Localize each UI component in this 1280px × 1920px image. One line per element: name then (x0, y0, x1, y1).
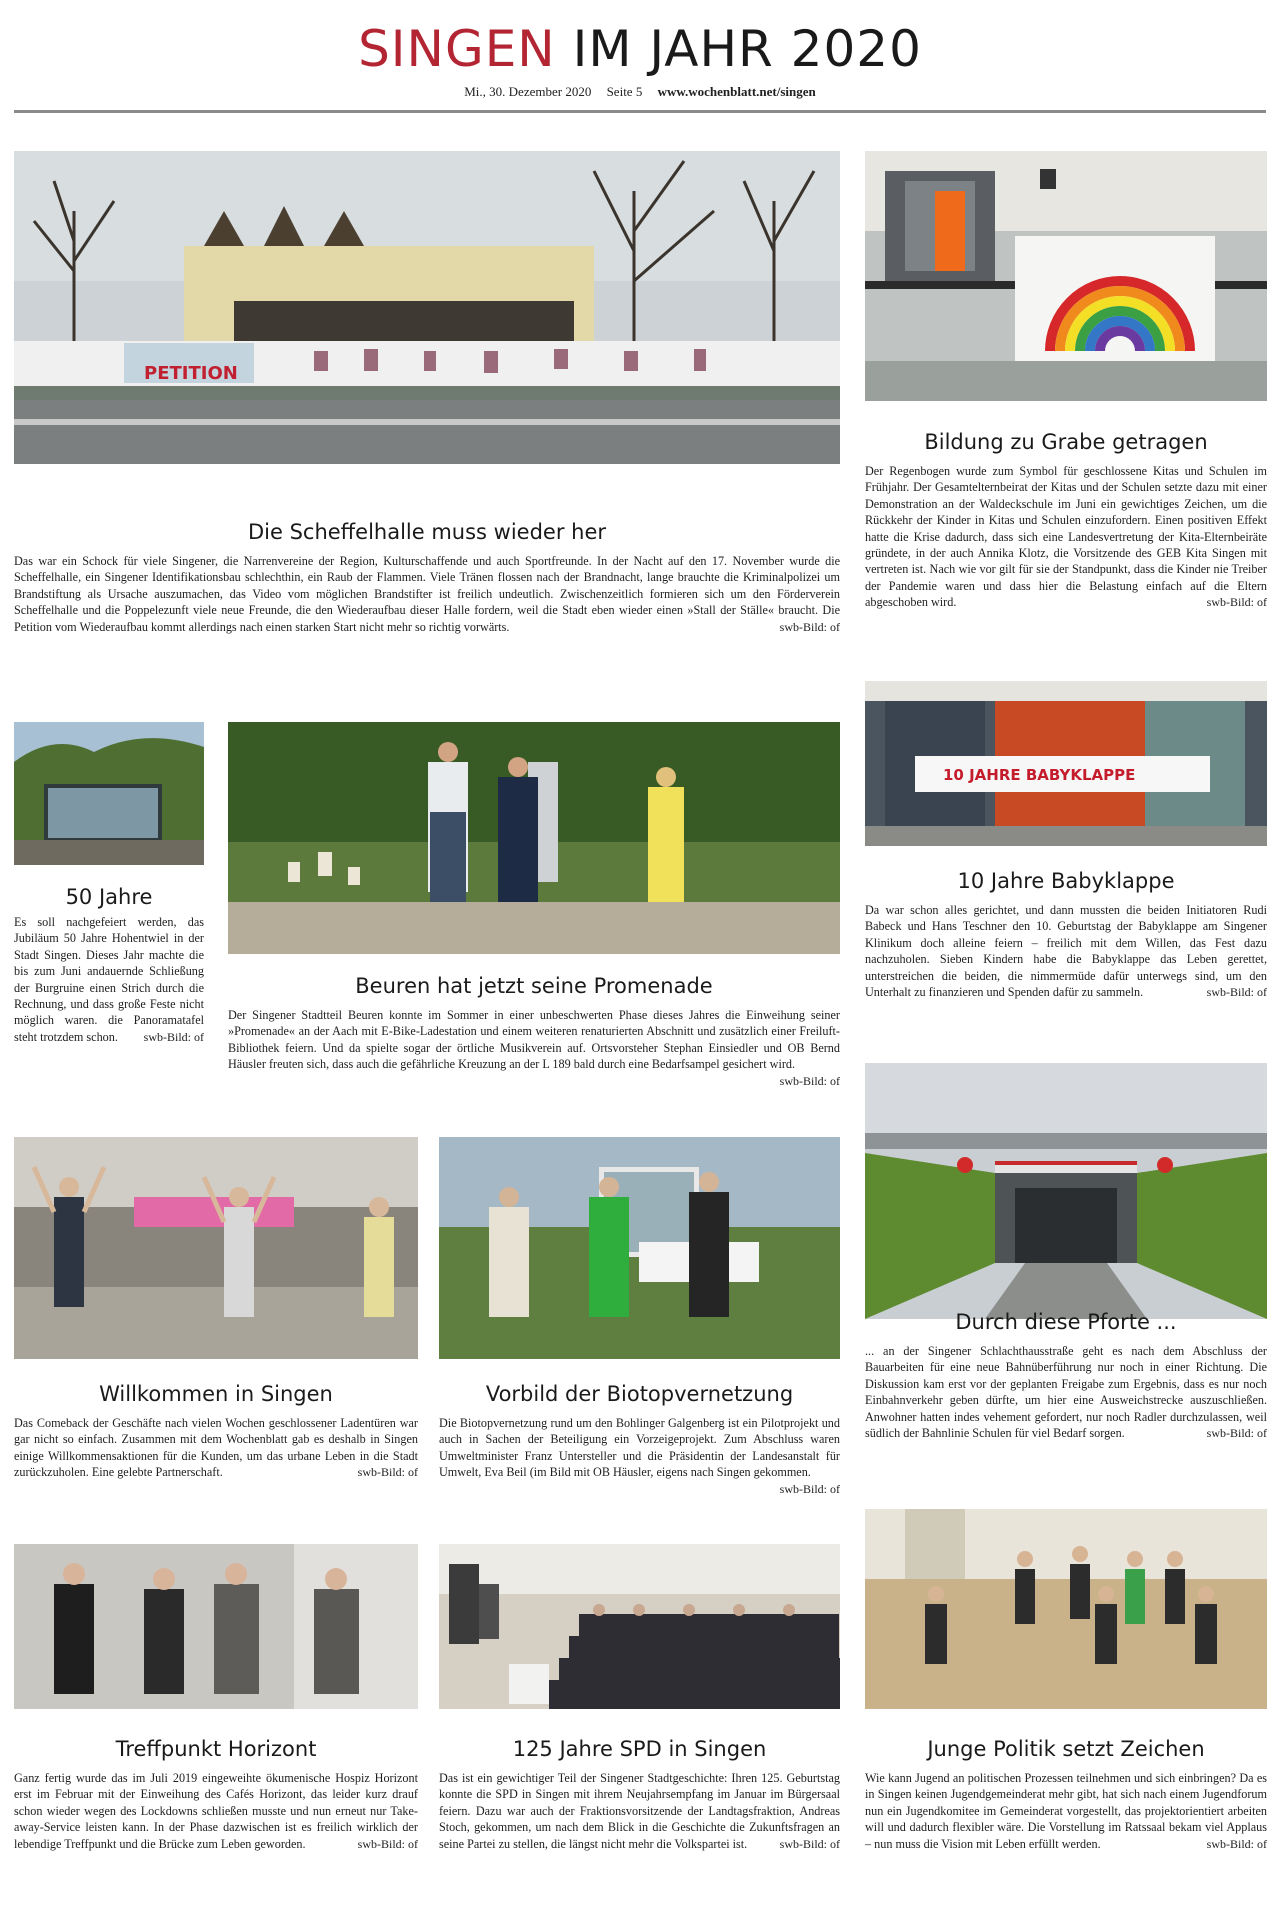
body-willkommen-text: Das Comeback der Geschäfte nach vielen Wochen geschlossener Ladentüren war gar nicht so einfach. Zusammen mit dem Wochenblatt gab es deshalb in Singen einige Willkommensaktionen für die Kunden, um das urbane Leben in die Stadt zurückzuholen. Eine gelebte Partnerschaft. (14, 1416, 418, 1480)
headline-biotop: Vorbild der Biotopvernetzung (485, 1382, 794, 1406)
body-scheffelhalle (14, 553, 840, 635)
photo-pforte (865, 1063, 1267, 1319)
headline-bildung: Bildung zu Grabe getragen (924, 430, 1208, 454)
photo-jugend (865, 1509, 1267, 1709)
credit-babyklappe: swb-Bild: of (1206, 985, 1267, 1000)
header-rule (14, 110, 1266, 113)
body-bildung (865, 463, 1267, 611)
body-spd-text: Das ist ein gewichtiger Teil der Singener Stadtgeschichte: Ihren 125. Geburtstag konnte die SPD in Singen mit ihrem Neujahrsempfang im Januar im Bürgersaal feiern. Dazu war auch der Fraktionsvorsitzende der Landtagsfraktion, Andreas Stoch, gekommen, um nach dem Blick in die Geschichte die Zukunftsfragen an seine Partei zu stellen, die längst nicht mehr die Volkspartei ist. (439, 1771, 840, 1851)
credit-horizont: swb-Bild: of (357, 1836, 418, 1851)
headline-50-jahre: 50 Jahre (65, 885, 153, 909)
body-pforte (865, 1343, 1267, 1441)
credit-beuren: swb-Bild: of (779, 1073, 840, 1088)
photo-horizont (14, 1544, 418, 1709)
headline-pforte: Durch diese Pforte ... (955, 1310, 1177, 1334)
body-biotop (439, 1415, 840, 1497)
credit-jugend: swb-Bild: of (1206, 1836, 1267, 1851)
credit-spd: swb-Bild: of (779, 1836, 840, 1851)
masthead (0, 20, 1280, 78)
masthead-title-rest: IM JAHR 2020 (555, 20, 922, 78)
photo-bildung (865, 151, 1267, 401)
credit-biotop: swb-Bild: of (779, 1481, 840, 1496)
headline-jugend: Junge Politik setzt Zeichen (927, 1737, 1205, 1761)
dateline (0, 84, 1280, 100)
credit-scheffelhalle: swb-Bild: of (779, 619, 840, 634)
body-babyklappe (865, 902, 1267, 1000)
headline-scheffelhalle: Die Scheffelhalle muss wieder her (247, 520, 607, 544)
headline-spd: 125 Jahre SPD in Singen (512, 1737, 767, 1761)
body-bildung-text: Der Regenbogen wurde zum Symbol für geschlossene Kitas und Schulen im Frühjahr. Der Gesamtelternbeirat der Kitas und der Schulen setzte dazu mit einer Demonstration an der Waldeckschule im Juni ein gewichtiges Zeichen, um die Rückkehr der Kinder in Kitas und Schulen einzufordern. Einen positiven Effekt hatte die Krise dadurch, dass sich eine Landesvertretung der Kita-Elternbeiräte gründete, in der auch Annika Klotz, die Vorsitzende des GEB Kita Singen mit vertreten ist. Nach wie vor gilt für sie der Standpunkt, dass die Kinder nie Treiber der Pandemie waren und dass hier die Belastung einfach auf die Eltern abgeschoben wird. (865, 464, 1267, 610)
body-beuren-text: Der Singener Stadtteil Beuren konnte im Sommer in einer unbeschwerten Phase dieses Jahres die Einweihung seiner »Promenade« an der Aach mit E-Bike-Ladestation und einem weiteren renaturierten Abschnitt und zusätzlich einer Freiluft-Bibliothek feiern. Und da spielte sogar der örtliche Musikverein auf. Ortsvorsteher Stephan Einsiedler und OB Bernd Häusler freuten sich, dass auch die gefährliche Kreuzung an der L 189 bald durch eine Bedarfsampel gesichert wird. (228, 1008, 840, 1072)
body-jugend-text: Wie kann Jugend an politischen Prozessen teilnehmen und sich einbringen? Da es in Singen keinen Jugendgemeinderat mehr gibt, hat sich nach einem Jugendforum nun ein Jugendkomitee im Gemeinderat vorgestellt, das projektorientiert arbeiten will und dadurch flexibler wäre. Die Vorstellung im Ratssaal bekam viel Applaus – nun muss die Vision mit Leben erfüllt werden. (865, 1771, 1267, 1851)
photo-biotop (439, 1137, 840, 1359)
body-horizont-text: Ganz fertig wurde das im Juli 2019 eingeweihte ökumenische Hospiz Horizont erst im Februar mit der Einweihung des Cafés Horizont, das leider kurz drauf schon wieder wegen des Lockdowns schließen musste und nun erneut nur Take-away-Service leisten kann. In der Phase dazwischen ist es freilich wirklich der lebendige Treffpunkt und die Brücke zum Leben geworden. (14, 1771, 418, 1851)
body-50-jahre (14, 914, 204, 1045)
body-beuren (228, 1007, 840, 1089)
body-willkommen (14, 1415, 418, 1481)
headline-horizont: Treffpunkt Horizont (115, 1737, 317, 1761)
body-babyklappe-text: Da war schon alles gerichtet, und dann mussten die beiden Initiatoren Rudi Babeck und Hans Teschner den 10. Geburtstag der Babyklappe am Singener Klinikum doch alleine feiern – freilich mit dem Willen, das Fest dazu nachzuholen. Sieben Kindern habe die Babyklappe das Leben gerettet, unterstreichen die beiden, die nimmermüde dafür unterwegs sind, um den Unterhalt zu finanzieren und Spenden dafür zu sammeln. (865, 903, 1267, 1000)
photo-spd (439, 1544, 840, 1709)
photo-banner-text: 10 JAHRE BABYKLAPPE (943, 766, 1136, 784)
page-number: Seite 5 (606, 84, 643, 99)
credit-bildung: swb-Bild: of (1206, 595, 1267, 610)
body-biotop-text: Die Biotopvernetzung rund um den Bohlinger Galgenberg ist ein Pilotprojekt und auch in Sachen der Beteiligung ein Vorzeigeprojekt. Zum Abschluss waren Umweltminister Franz Untersteller und die Präsidentin der Landesanstalt für Umwelt, Eva Beil (im Bild mit OB Häusler, eigens nach Singen gekommen. (439, 1416, 840, 1480)
masthead-title-red: SINGEN (358, 20, 556, 78)
body-50-jahre-text: Es soll nachgefeiert werden, das Jubiläum 50 Jahre Hohentwiel in der Stadt Singen. Dieses Jahr machte die bis zum Juni andauernde Schließung der Burgruine einen Strich durch die Rechnung, und dass große Feste nicht möglich waren. die Panoramatafel steht trotzdem schon. (14, 915, 204, 1044)
photo-50-jahre (14, 722, 204, 865)
credit-50-jahre: swb-Bild: of (143, 1029, 204, 1044)
issue-date: Mi., 30. Dezember 2020 (464, 84, 592, 99)
photo-scheffelhalle (14, 151, 840, 464)
headline-beuren: Beuren hat jetzt seine Promenade (355, 974, 713, 998)
body-pforte-text: ... an der Singener Schlachthausstraße geht es nach dem Abschluss der Bauarbeiten für eine neue Bahnüberführung nur noch in einer Richtung. Die Diskussion kam erst vor der geplanten Freigabe zum Ergebnis, dass es nur noch Einbahnverkehr geben dürfte, um hier eine Ausweichstrecke auszuschließen. Anwohner hatten indes vehement gefordert, nur noch Radler durchzulassen, weil südlich der Bahnlinie Schulen für viel Bedarf sorgen. (865, 1344, 1267, 1441)
photo-babyklappe (865, 681, 1267, 846)
headline-babyklappe: 10 Jahre Babyklappe (957, 869, 1175, 893)
headline-willkommen: Willkommen in Singen (99, 1382, 333, 1406)
site-url[interactable]: www.wochenblatt.net/singen (657, 84, 816, 99)
body-horizont (14, 1770, 418, 1852)
credit-pforte: swb-Bild: of (1206, 1426, 1267, 1441)
body-jugend (865, 1770, 1267, 1852)
photo-willkommen (14, 1137, 418, 1359)
photo-sign-petition: PETITION (144, 363, 238, 384)
body-scheffelhalle-text: Das war ein Schock für viele Singener, die Narrenvereine der Region, Kulturschaffende und auch Sportfreunde. In der Nacht auf den 17. November wurde die Scheffelhalle, ein Singener Identifikationsbau schlechthin, ein Raub der Flammen. Viele Tränen flossen nach der Brandnacht, lange brauchte die Kriminalpolizei um Brandstiftung als Ursache auszumachen, das Video vom möglichen Brandstifter ist freilich undeutlich. Zwischenzeitlich formieren sich um den Förderverein Scheffelhalle und die Poppelezunft viele neue Freunde, die den Wiederaufbau dieser Halle fordern, weil die Stadt eben wieder einen »Stall der Ställe« braucht. Die Petition vom Wiederaufbau kommt allerdings nach einen starken Start nicht mehr so richtig vorwärts. (14, 554, 840, 634)
body-spd (439, 1770, 840, 1852)
credit-willkommen: swb-Bild: of (357, 1465, 418, 1480)
photo-beuren (228, 722, 840, 954)
